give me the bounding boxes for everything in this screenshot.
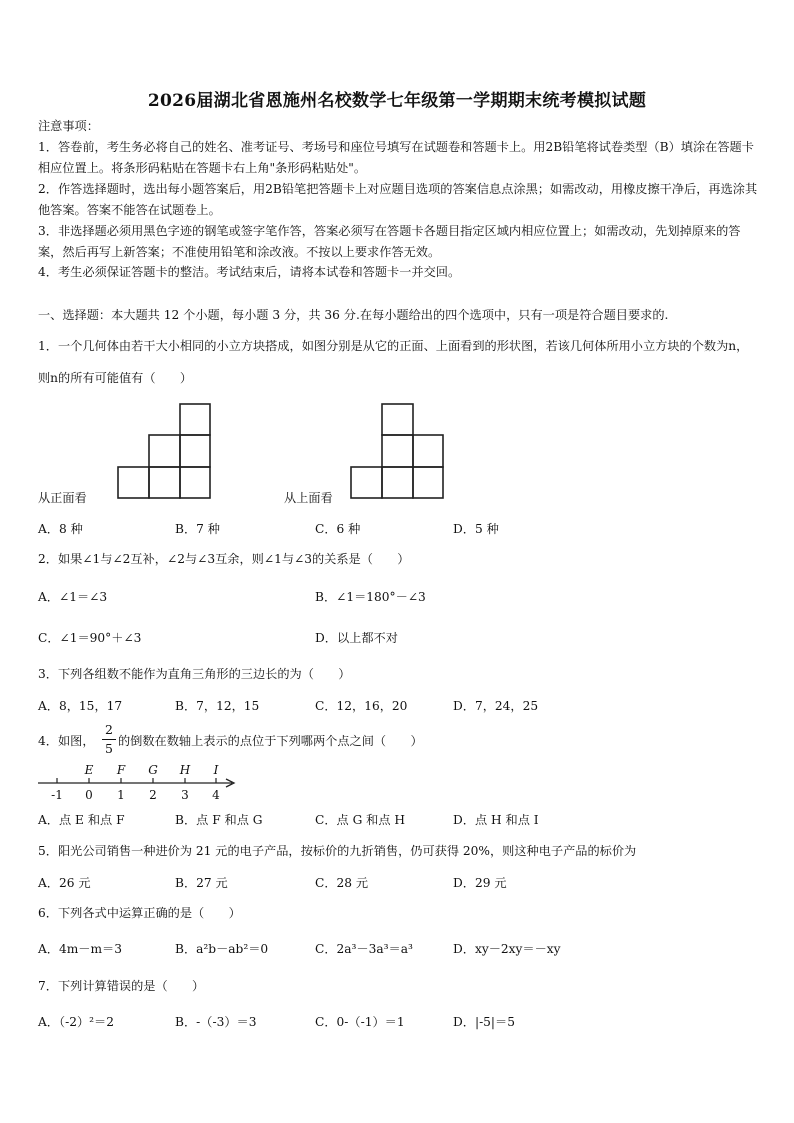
front-cube [149,467,180,498]
top-view-label: 从上面看 [284,491,333,505]
front-cube [180,435,210,467]
q4-option-b[interactable]: B．点 F 和点 G [175,813,263,827]
tick-label: 4 [212,788,220,802]
top-square [351,467,382,498]
tick-label: 0 [85,788,93,802]
notice-item-1: 1．答卷前，考生务必将自己的姓名、准考证号、考场号和座位号填写在试题卷和答题卡上。用2B铅笔将试卷类型（B）填涂在答题卡相应位置上。将条形码粘贴在答题卡右上角"条形码粘贴处"。 [38,140,754,175]
q4-option-d[interactable]: D．点 H 和点 I [453,813,539,827]
q7-option-b[interactable]: B．-（-3）＝3 [175,1015,257,1029]
q6-option-a[interactable]: A．4m－m＝3 [38,942,122,956]
fraction-numerator: 2 [105,722,113,737]
q3-stem: 3．下列各组数不能作为直角三角形的三边长的为（ ） [38,667,351,681]
q7-option-a[interactable]: A．（-2）²＝2 [38,1015,114,1029]
q1-option-c[interactable]: C．6 种 [315,522,361,536]
top-square [413,467,443,498]
q5-option-d[interactable]: D．29 元 [453,876,507,890]
q4-prefix: 4．如图， [38,734,95,748]
point-label-h: H [179,763,191,777]
q5-option-a[interactable]: A．26 元 [38,876,91,890]
front-cube [149,435,180,467]
top-square [413,435,443,467]
q2-option-a[interactable]: A．∠1＝∠3 [38,590,108,604]
q1-option-b[interactable]: B．7 种 [175,522,220,536]
notice-heading: 注意事项： [38,119,99,133]
q6-option-c[interactable]: C．2a³－3a³＝a³ [315,942,413,956]
q3-option-d[interactable]: D．7，24，25 [453,699,539,713]
q6-option-d[interactable]: D．xy－2xy＝－xy [453,942,561,956]
tick-label: 2 [149,788,157,802]
notice-item-2: 2．作答选择题时，选出每小题答案后，用2B铅笔把答题卡上对应题目选项的答案信息点涂黑；如需改动，用橡皮擦干净后，再选涂其他答案。答案不能答在试题卷上。 [38,182,758,217]
fraction-bar [102,739,116,740]
q2-option-b[interactable]: B．∠1＝180°－∠3 [315,590,426,604]
q2-option-c[interactable]: C．∠1＝90°＋∠3 [38,631,142,645]
q1-option-d[interactable]: D．5 种 [453,522,499,536]
front-view-figure [112,398,214,502]
tick-label: 3 [181,788,189,802]
q6-stem: 6．下列各式中运算正确的是（ ） [38,906,241,920]
point-label-e: E [84,763,94,777]
top-square [382,404,413,435]
q4-fraction [102,722,116,757]
q4-option-c[interactable]: C．点 G 和点 H [315,813,406,827]
q7-stem: 7．下列计算错误的是（ ） [38,979,205,993]
q4-suffix: 的倒数在数轴上表示的点位于下列哪两个点之间（ ） [118,734,423,748]
front-view-label: 从正面看 [38,491,87,505]
q1-stem: 1．一个几何体由若干大小相同的小立方块搭成，如图分别是从它的正面、上面看到的形状图，若该几何体所用小立方块的个数为n，则n的所有可能值有（ ） [38,339,749,385]
top-square [382,467,413,498]
front-cube [180,467,210,498]
q7-option-c[interactable]: C．0-（-1）＝1 [315,1015,405,1029]
top-square [382,435,413,467]
q2-option-d[interactable]: D．以上都不对 [315,631,398,645]
top-view-figure [345,398,447,502]
q3-option-c[interactable]: C．12，16，20 [315,699,408,713]
tick-label: 1 [117,788,125,802]
tick-label: -1 [51,788,63,802]
page-title: 2026届湖北省恩施州名校数学七年级第一学期期末统考模拟试题 [147,91,647,111]
q5-stem: 5．阳光公司销售一种进价为 21 元的电子产品，按标价的九折销售，仍可获得 20%，则这种电子产品的标价为 [38,844,637,858]
front-cube [118,467,149,498]
notice-item-4: 4．考生必须保证答题卡的整洁。考试结束后，请将本试卷和答题卡一并交回。 [38,265,461,279]
q2-stem: 2．如果∠1与∠2互补，∠2与∠3互余，则∠1与∠3的关系是（ ） [38,552,410,566]
point-label-g: G [148,763,158,777]
q1-option-a[interactable]: A．8 种 [38,522,83,536]
q5-option-c[interactable]: C．28 元 [315,876,369,890]
notice-item-3: 3．非选择题必须用黑色字迹的钢笔或签字笔作答，答案必须写在答题卡各题目指定区域内相应位置上；如需改动，先划掉原来的答案，然后再写上新答案；不准使用铅笔和涂改液。不按以上要求作答无效。 [38,224,741,259]
q3-option-b[interactable]: B．7，12，15 [175,699,260,713]
q3-option-a[interactable]: A．8，15，17 [38,699,123,713]
q7-option-d[interactable]: D．|-5|＝5 [453,1015,515,1029]
front-cube [180,404,210,435]
point-label-f: F [116,763,126,777]
fraction-denominator: 5 [105,741,113,756]
q4-option-a[interactable]: A．点 E 和点 F [38,813,125,827]
q5-option-b[interactable]: B．27 元 [175,876,228,890]
q6-option-b[interactable]: B．a²b－ab²＝0 [175,942,269,956]
point-label-i: I [213,763,219,777]
number-line [36,758,240,802]
section-heading: 一、选择题：本大题共 12 个小题，每小题 3 分，共 36 分.在每小题给出的四个选项中，只有一项是符合题目要求的. [38,308,669,322]
